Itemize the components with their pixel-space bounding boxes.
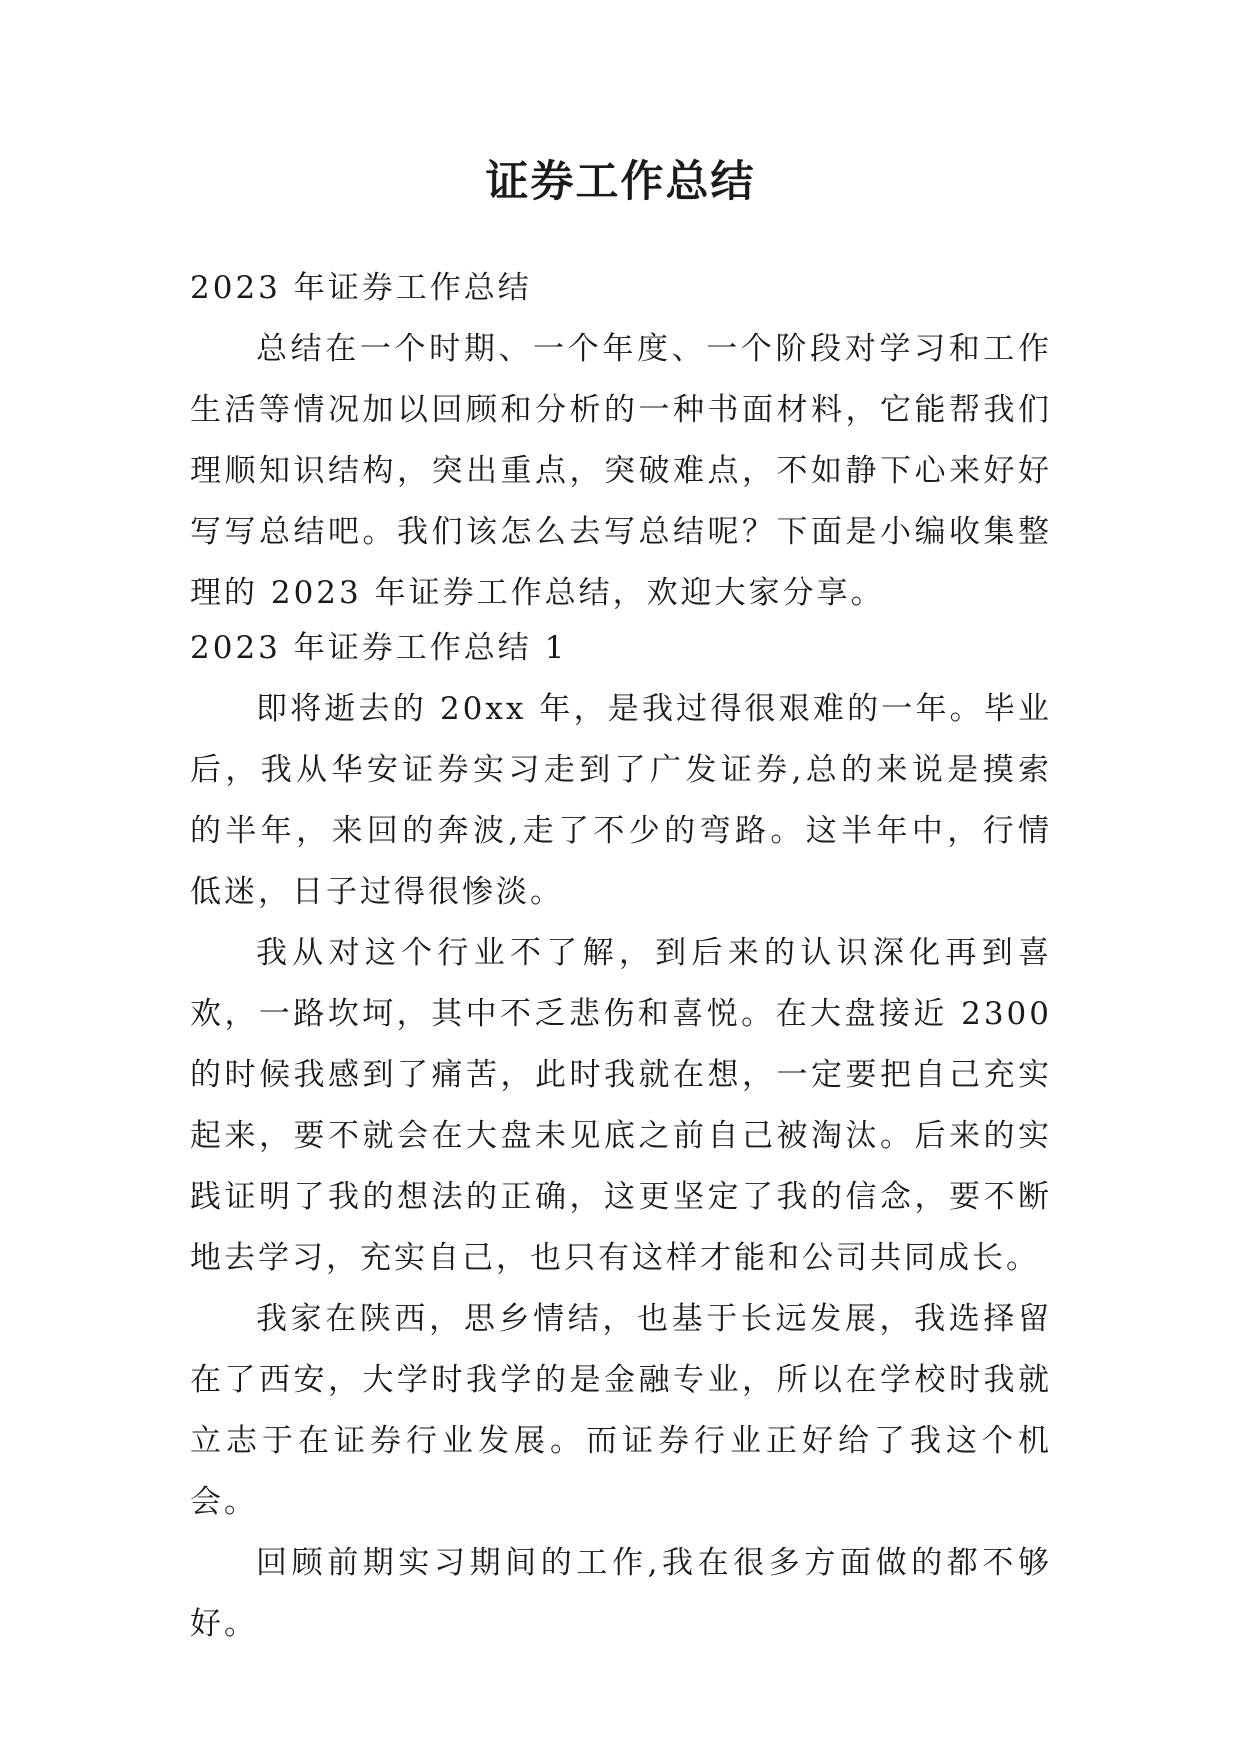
section-1 [190, 618, 1052, 1655]
intro-section [190, 258, 1052, 624]
section-1-paragraph-2: 我从对这个行业不了解，到后来的认识深化再到喜欢，一路坎坷，其中不乏悲伤和喜悦。在大盘接近 2300 的时候我感到了痛苦，此时我就在想，一定要把自己充实起来，要不就会在大盘未见底之前自己被淘汰。后来的实践证明了我的想法的正确，这更坚定了我的信念，要不断地去学习，充实自己，也只有这样才能和公司共同成长。 [190, 935, 1052, 1276]
intro-paragraph: 总结在一个时期、一个年度、一个阶段对学习和工作生活等情况加以回顾和分析的一种书面材料，它能帮我们理顺知识结构，突出重点，突破难点，不如静下心来好好写写总结吧。我们该怎么去写总结呢？下面是小编收集整理的 2023 年证券工作总结，欢迎大家分享。 [190, 331, 1052, 611]
section-1-paragraph-3: 我家在陕西，思乡情结，也基于长远发展，我选择留在了西安，大学时我学的是金融专业，所以在学校时我就立志于在证券行业发展。而证券行业正好给了我这个机会。 [190, 1301, 1052, 1520]
section-1-paragraph-1: 即将逝去的 20xx 年，是我过得很艰难的一年。毕业后，我从华安证券实习走到了广发证券,总的来说是摸索的半年，来回的奔波,走了不少的弯路。这半年中，行情低迷，日子过得很惨淡。 [190, 691, 1052, 910]
document-title: 证券工作总结 [485, 157, 756, 207]
section-1-paragraph-4: 回顾前期实习期间的工作,我在很多方面做的都不够好。 [190, 1545, 1052, 1642]
intro-heading: 2023 年证券工作总结 [190, 270, 532, 306]
section-1-heading: 2023 年证券工作总结 1 [190, 630, 568, 666]
